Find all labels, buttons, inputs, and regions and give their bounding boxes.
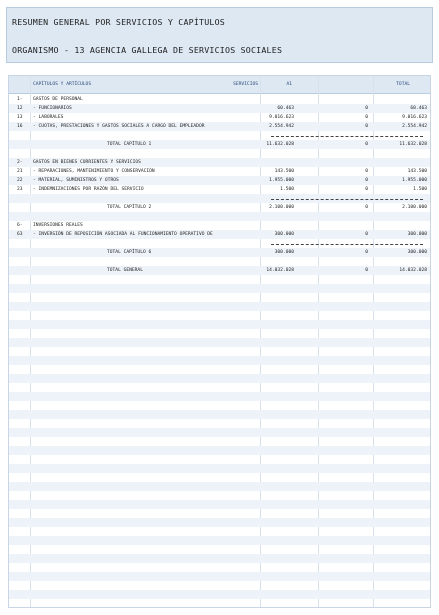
table-row <box>9 455 430 464</box>
row-description: - FUNCIONARIOS <box>33 106 72 111</box>
row-description: - MATERIAL, SUMINISTROS Y OTROS <box>33 178 119 183</box>
row-description: GASTOS DE PERSONAL <box>33 97 83 102</box>
row-code: 1- <box>17 97 23 102</box>
row-total-value: 9.016.623 <box>402 115 427 120</box>
table-row <box>9 113 430 122</box>
table-row <box>9 122 430 131</box>
row-description: TOTAL CAPÍTULO 1 <box>107 142 152 147</box>
row-total-value: 60.463 <box>410 106 427 111</box>
row-description: - LABORALES <box>33 115 64 120</box>
row-services-value: 0 <box>365 142 368 147</box>
table-row <box>9 527 430 536</box>
row-code: 13 <box>17 115 23 120</box>
row-a1-value: 14.032.028 <box>266 268 294 273</box>
subtotal-separator <box>271 136 423 137</box>
table-row <box>9 536 430 545</box>
row-total-value: 2.554.942 <box>402 124 427 129</box>
row-total-value: 300.000 <box>407 232 427 237</box>
row-services-value: 0 <box>365 268 368 273</box>
table-row <box>9 266 430 275</box>
table-row <box>9 221 430 230</box>
table-row <box>9 329 430 338</box>
table-row <box>9 230 430 239</box>
table-row <box>9 347 430 356</box>
table-row <box>9 167 430 176</box>
row-description: TOTAL CAPÍTULO 6 <box>107 250 152 255</box>
table-row <box>9 104 430 113</box>
row-a1-value: 2.100.000 <box>269 205 294 210</box>
row-code: 63 <box>17 232 23 237</box>
row-services-value: 0 <box>365 178 368 183</box>
row-services-value: 0 <box>365 169 368 174</box>
table-row <box>9 311 430 320</box>
row-total-value: 143.500 <box>407 169 427 174</box>
row-description: - INDEMNIZACIONES POR RAZÓN DEL SERVICIO <box>33 187 144 192</box>
table-row <box>9 158 430 167</box>
row-total-value: 14.032.028 <box>399 268 427 273</box>
table-row <box>9 338 430 347</box>
row-total-value: 1.955.000 <box>402 178 427 183</box>
row-services-value: 0 <box>365 205 368 210</box>
table-row <box>9 482 430 491</box>
row-total-value: 11.632.028 <box>399 142 427 147</box>
table-row <box>9 275 430 284</box>
row-a1-value: 2.554.942 <box>269 124 294 129</box>
row-services-value: 0 <box>365 232 368 237</box>
row-a1-value: 1.955.000 <box>269 178 294 183</box>
row-code: 22 <box>17 178 23 183</box>
table-row <box>9 257 430 266</box>
table-row <box>9 590 430 599</box>
row-services-value: 0 <box>365 115 368 120</box>
col-a1: A1 <box>286 82 292 87</box>
table-row <box>9 464 430 473</box>
table-row <box>9 545 430 554</box>
table-row <box>9 149 430 158</box>
organism-title: ORGANISMO - 13 AGENCIA GALLEGA DE SERVICIOS SOCIALES <box>12 45 283 55</box>
row-description: INVERSIONES REALES <box>33 223 83 228</box>
table-row <box>9 248 430 257</box>
table-row <box>9 428 430 437</box>
table-row <box>9 356 430 365</box>
table-row <box>9 446 430 455</box>
table-row <box>9 473 430 482</box>
table-row <box>9 212 430 221</box>
table-row <box>9 581 430 590</box>
row-description: - INVERSIÓN DE REPOSICIÓN ASOCIADA AL FUNCIONAMIENTO OPERATIVO DE <box>33 232 213 237</box>
row-code: 12 <box>17 106 23 111</box>
table-row <box>9 401 430 410</box>
row-description: GASTOS EN BIENES CORRIENTES Y SERVICIOS <box>33 160 141 165</box>
table-row <box>9 284 430 293</box>
subtotal-separator <box>271 199 423 200</box>
row-code: 23 <box>17 187 23 192</box>
table-row <box>9 374 430 383</box>
row-a1-value: 143.500 <box>274 169 294 174</box>
table-row <box>9 383 430 392</box>
table-row <box>9 410 430 419</box>
report-header <box>6 7 433 63</box>
row-a1-value: 300.000 <box>274 250 294 255</box>
col-total: TOTAL <box>396 82 410 87</box>
table-row <box>9 293 430 302</box>
table-row <box>9 509 430 518</box>
table-row <box>9 518 430 527</box>
row-code: 6- <box>17 223 23 228</box>
table-row <box>9 203 430 212</box>
row-description: TOTAL GENERAL <box>107 268 143 273</box>
row-total-value: 300.000 <box>407 250 427 255</box>
table-row <box>9 302 430 311</box>
table-row <box>9 437 430 446</box>
table-row <box>9 419 430 428</box>
table-row <box>9 572 430 581</box>
row-code: 21 <box>17 169 23 174</box>
table-row <box>9 140 430 149</box>
report-title: RESUMEN GENERAL POR SERVICIOS Y CAPÍTULOS <box>12 17 226 27</box>
subtotal-separator <box>271 244 423 245</box>
table-row <box>9 392 430 401</box>
column-header-row <box>9 76 430 94</box>
table-row <box>9 599 430 608</box>
table-row <box>9 554 430 563</box>
col-capitulos: CAPÍTULOS Y ARTÍCULOS <box>33 82 92 87</box>
table-row <box>9 176 430 185</box>
row-a1-value: 60.463 <box>277 106 294 111</box>
row-a1-value: 1.500 <box>280 187 294 192</box>
row-services-value: 0 <box>365 250 368 255</box>
row-description: - CUOTAS, PRESTACIONES Y GASTOS SOCIALES A CARGO DEL EMPLEADOR <box>33 124 205 129</box>
table-row <box>9 185 430 194</box>
row-description: TOTAL CAPÍTULO 2 <box>107 205 152 210</box>
row-a1-value: 300.000 <box>274 232 294 237</box>
table-row <box>9 365 430 374</box>
row-total-value: 2.100.000 <box>402 205 427 210</box>
row-services-value: 0 <box>365 124 368 129</box>
row-a1-value: 11.632.028 <box>266 142 294 147</box>
budget-table <box>8 75 431 608</box>
row-services-value: 0 <box>365 106 368 111</box>
row-code: 2- <box>17 160 23 165</box>
row-description: - REPARACIONES, MANTENIMIENTO Y CONSERVACIÓN <box>33 169 155 174</box>
table-row <box>9 320 430 329</box>
col-servicios: SERVICIOS <box>233 82 258 87</box>
row-services-value: 0 <box>365 187 368 192</box>
row-total-value: 1.500 <box>413 187 427 192</box>
row-code: 16 <box>17 124 23 129</box>
table-row <box>9 500 430 509</box>
table-row <box>9 491 430 500</box>
row-a1-value: 9.016.623 <box>269 115 294 120</box>
table-row <box>9 95 430 104</box>
table-row <box>9 563 430 572</box>
